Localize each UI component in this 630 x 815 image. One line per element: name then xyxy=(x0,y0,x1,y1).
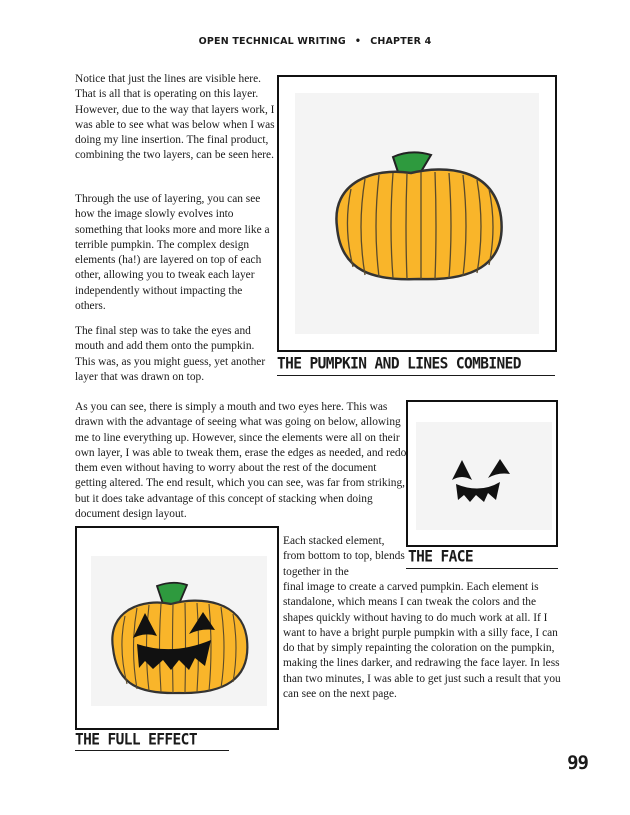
face-layer-image xyxy=(408,402,560,549)
page-number: 99 xyxy=(567,752,588,774)
figure-face xyxy=(406,400,558,547)
paragraph-face-description: As you can see, there is simply a mouth and two eyes here. This was drawn with the advantage of seeing what was going on below, allowing me to line everything up. However, since the elements were all on their own layer, I was able to tweak them, erase the edges as needed, and redo them even without having to worry about the rest of the document getting altered. The end result, which you can see, was far from striking, but it does take advantage of this concept of stacking when doing document design layout. xyxy=(75,401,407,521)
caption-rule-face xyxy=(406,568,558,569)
caption-rule-combined xyxy=(277,375,555,376)
paragraph-lines-visible: Notice that just the lines are visible here. That is all that is operating on this layer. However, due to the way that layers work, I was able to see what was below when I was doing my line insertion. The final product, combining the two layers, can be seen here. xyxy=(75,73,275,162)
book-title: OPEN TECHNICAL WRITING xyxy=(198,36,346,47)
figure-full-effect xyxy=(75,526,279,730)
chapter-label: CHAPTER 4 xyxy=(370,36,432,47)
paragraph-final-step: The final step was to take the eyes and mouth and add them onto the pumpkin. This was, as you might guess, yet another layer that was drawn on top. xyxy=(75,325,266,383)
header-separator: • xyxy=(354,36,362,47)
caption-full-effect: THE FULL EFFECT xyxy=(75,731,197,749)
paragraph-stacked-intro: Each stacked element, from bottom to top, blends together in the xyxy=(283,535,405,578)
paragraph-stacked-body: final image to create a carved pumpkin. Each element is standalone, which means I can tweak the colors and the shapes quickly without having to do much work at all. If I want to have a bright purple pumpkin with a silly face, I can do that by simply repainting the coloration on the pumpkin, making the lines darker, and redrawing the face layer. In less than two minutes, I was able to get just such a result that you can see on the next page. xyxy=(283,581,561,701)
caption-face: THE FACE xyxy=(408,548,474,566)
caption-pumpkin-lines-combined: THE PUMPKIN AND LINES COMBINED xyxy=(277,355,521,373)
carved-pumpkin-image xyxy=(77,528,281,732)
figure-pumpkin-lines-combined xyxy=(277,75,557,352)
running-header xyxy=(0,36,630,47)
pumpkin-with-lines-image xyxy=(279,77,559,354)
caption-rule-full xyxy=(75,750,229,751)
paragraph-layering: Through the use of layering, you can see how the image slowly evolves into something that looks more and more like a terrible pumpkin. The complex design elements (ha!) are layered on top of each other, allowing you to tweak each layer independently without impacting the others. xyxy=(75,193,270,313)
